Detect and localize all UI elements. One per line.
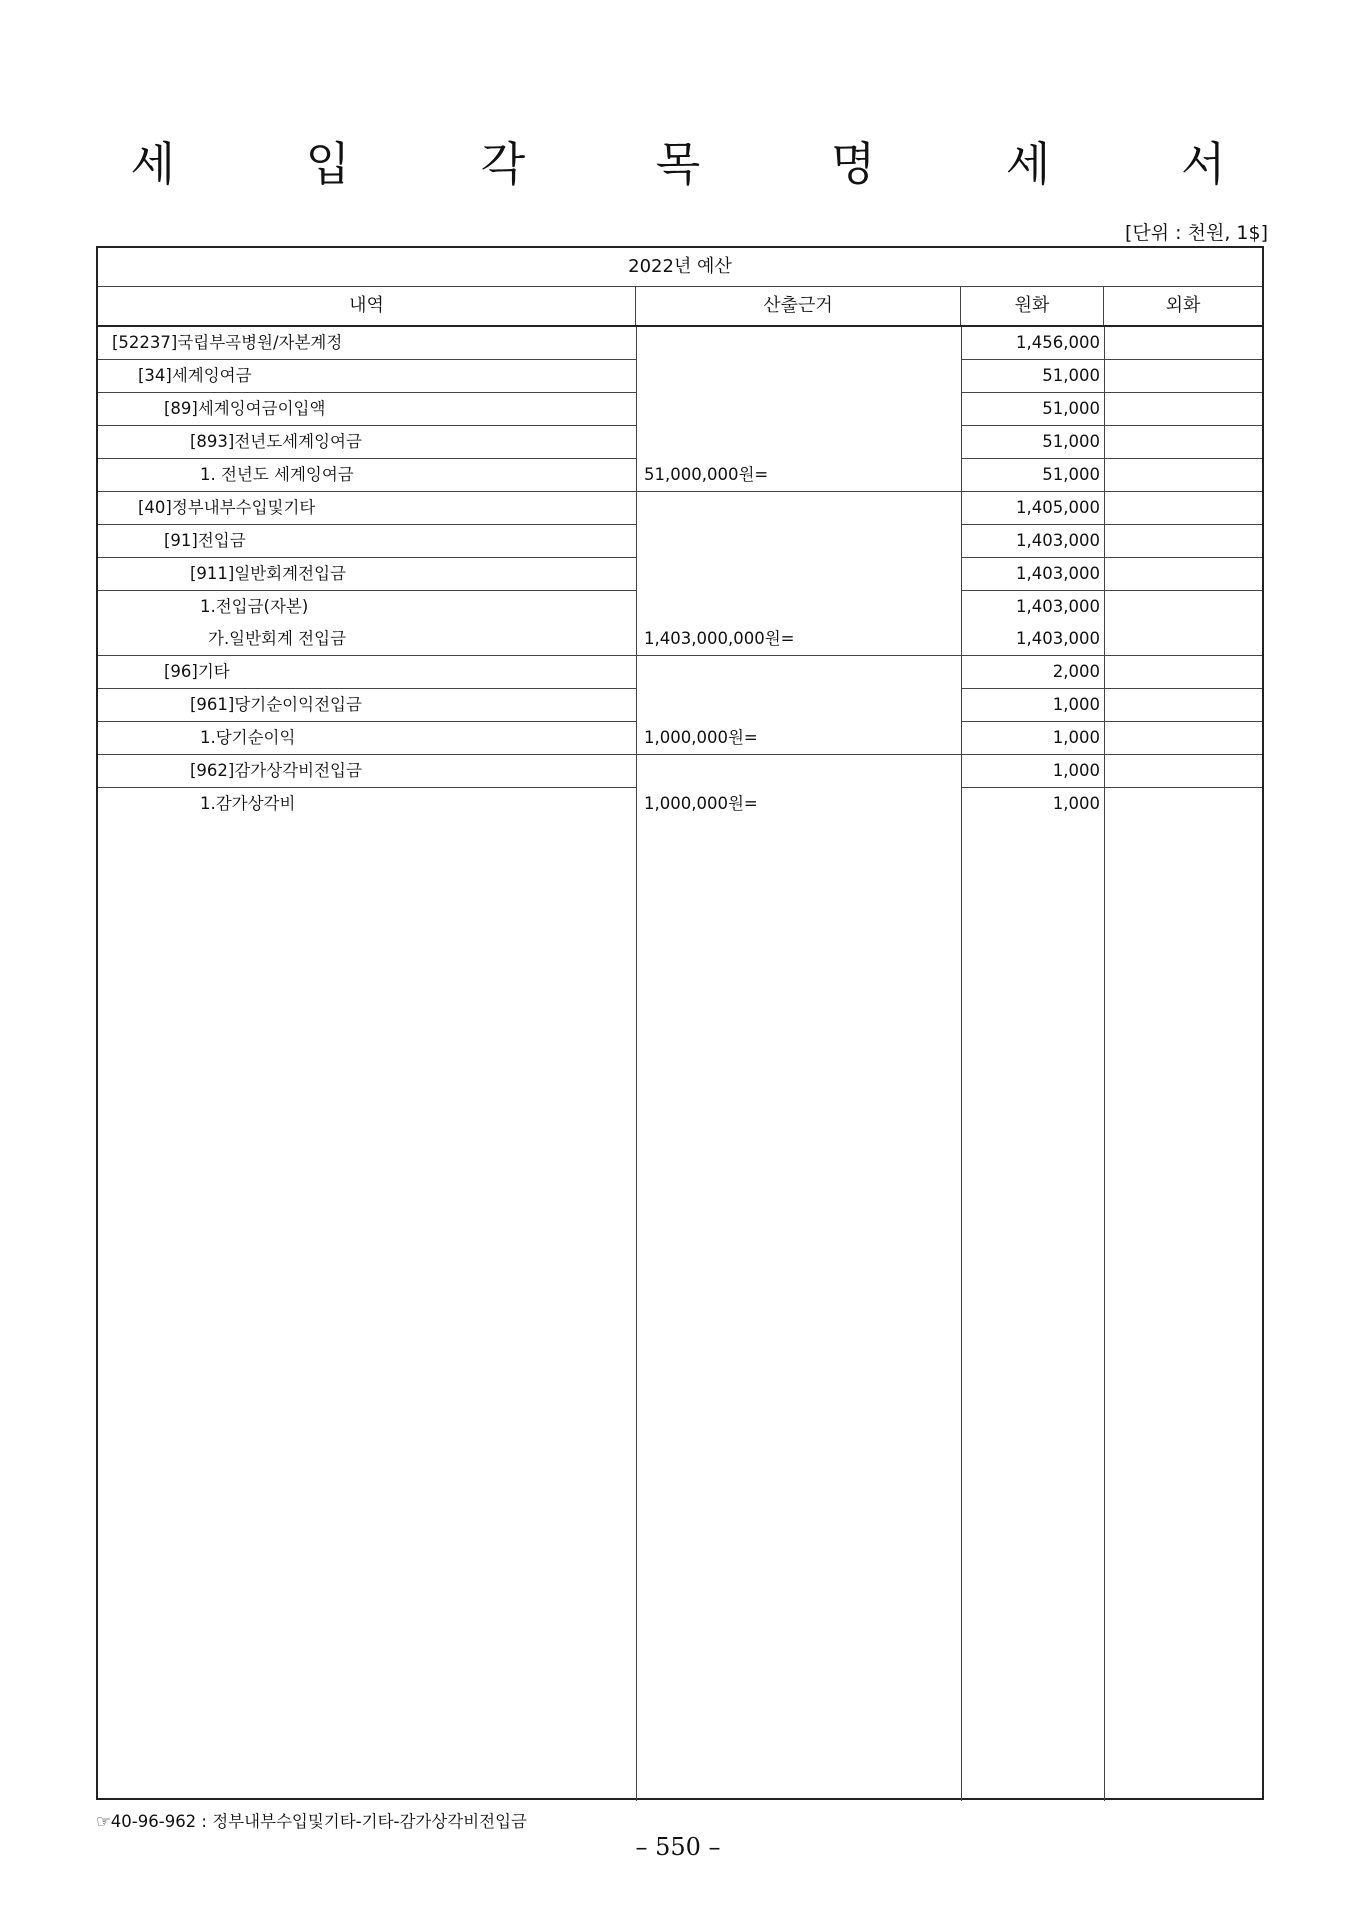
row-krw: 51,000: [1042, 465, 1100, 484]
row-krw: 1,000: [1052, 794, 1100, 813]
row-krw: 2,000: [1052, 662, 1100, 681]
row-krw: 1,403,000: [1016, 531, 1100, 550]
column-header-basis: 산출근거: [636, 287, 961, 325]
row-description: 1.감가상각비: [200, 794, 296, 813]
table-row: [98, 755, 1262, 788]
row-description: [893]전년도세계잉여금: [190, 432, 362, 451]
row-krw: 1,000: [1052, 695, 1100, 714]
row-krw: 1,000: [1052, 728, 1100, 747]
table-row: [98, 393, 1262, 426]
table-row: [98, 689, 1262, 722]
row-description: [34]세계잉여금: [138, 366, 252, 385]
column-header-krw: 원화: [961, 287, 1104, 325]
row-description: 가.일반회계 전입금: [208, 629, 347, 648]
row-krw: 1,403,000: [1016, 597, 1100, 616]
column-header-foreign: 외화: [1165, 295, 1201, 316]
table-row: [98, 459, 1262, 492]
row-description: [52237]국립부곡병원/자본계정: [112, 333, 343, 352]
row-description: [40]정부내부수입및기타: [138, 498, 316, 517]
table-header-row: [98, 287, 1262, 327]
row-description: 1.당기순이익: [200, 728, 296, 747]
table-row: [98, 426, 1262, 459]
row-krw: 1,000: [1052, 761, 1100, 780]
table-row: [98, 788, 1262, 820]
row-krw: 51,000: [1042, 366, 1100, 385]
row-krw: 51,000: [1042, 432, 1100, 451]
table-row: [98, 492, 1262, 525]
row-krw: 1,403,000: [1016, 564, 1100, 583]
table-header-year: 2022년 예산: [98, 248, 1262, 287]
table-row: [98, 656, 1262, 689]
row-basis: 1,403,000,000원=: [644, 629, 795, 648]
row-description: 1. 전년도 세계잉여금: [200, 465, 354, 484]
row-krw: 1,405,000: [1016, 498, 1100, 517]
footnote: ☞40-96-962 : 정부내부수입및기타-기타-감가상각비전입금: [96, 1812, 527, 1831]
row-krw: 51,000: [1042, 399, 1100, 418]
row-krw: 1,456,000: [1016, 333, 1100, 352]
row-description: [91]전입금: [164, 531, 246, 550]
row-description: [911]일반회계전입금: [190, 564, 346, 583]
row-description: 1.전입금(자본): [200, 597, 309, 616]
page-number: – 550 –: [635, 1833, 721, 1861]
table-row: [98, 591, 1262, 623]
table-body: [98, 327, 1262, 1801]
row-description: [962]감가상각비전입금: [190, 761, 362, 780]
table-row: [98, 327, 1262, 360]
page-title: 세 입 각 목 명 세 서: [130, 137, 1284, 191]
table-row: [98, 623, 1262, 656]
table-row: [98, 525, 1262, 558]
row-basis: 51,000,000원=: [644, 465, 769, 484]
budget-table: [96, 246, 1264, 1800]
row-basis: 1,000,000원=: [644, 794, 758, 813]
row-krw: 1,403,000: [1016, 629, 1100, 648]
table-row: [98, 360, 1262, 393]
row-basis: 1,000,000원=: [644, 728, 758, 747]
unit-label: [단위 : 천원, 1$]: [1125, 222, 1268, 244]
row-description: [89]세계잉여금이입액: [164, 399, 326, 418]
column-header-description: 내역: [98, 287, 636, 325]
table-row: [98, 722, 1262, 755]
row-description: [961]당기순이익전입금: [190, 695, 362, 714]
row-description: [96]기타: [164, 662, 230, 681]
table-row: [98, 558, 1262, 591]
